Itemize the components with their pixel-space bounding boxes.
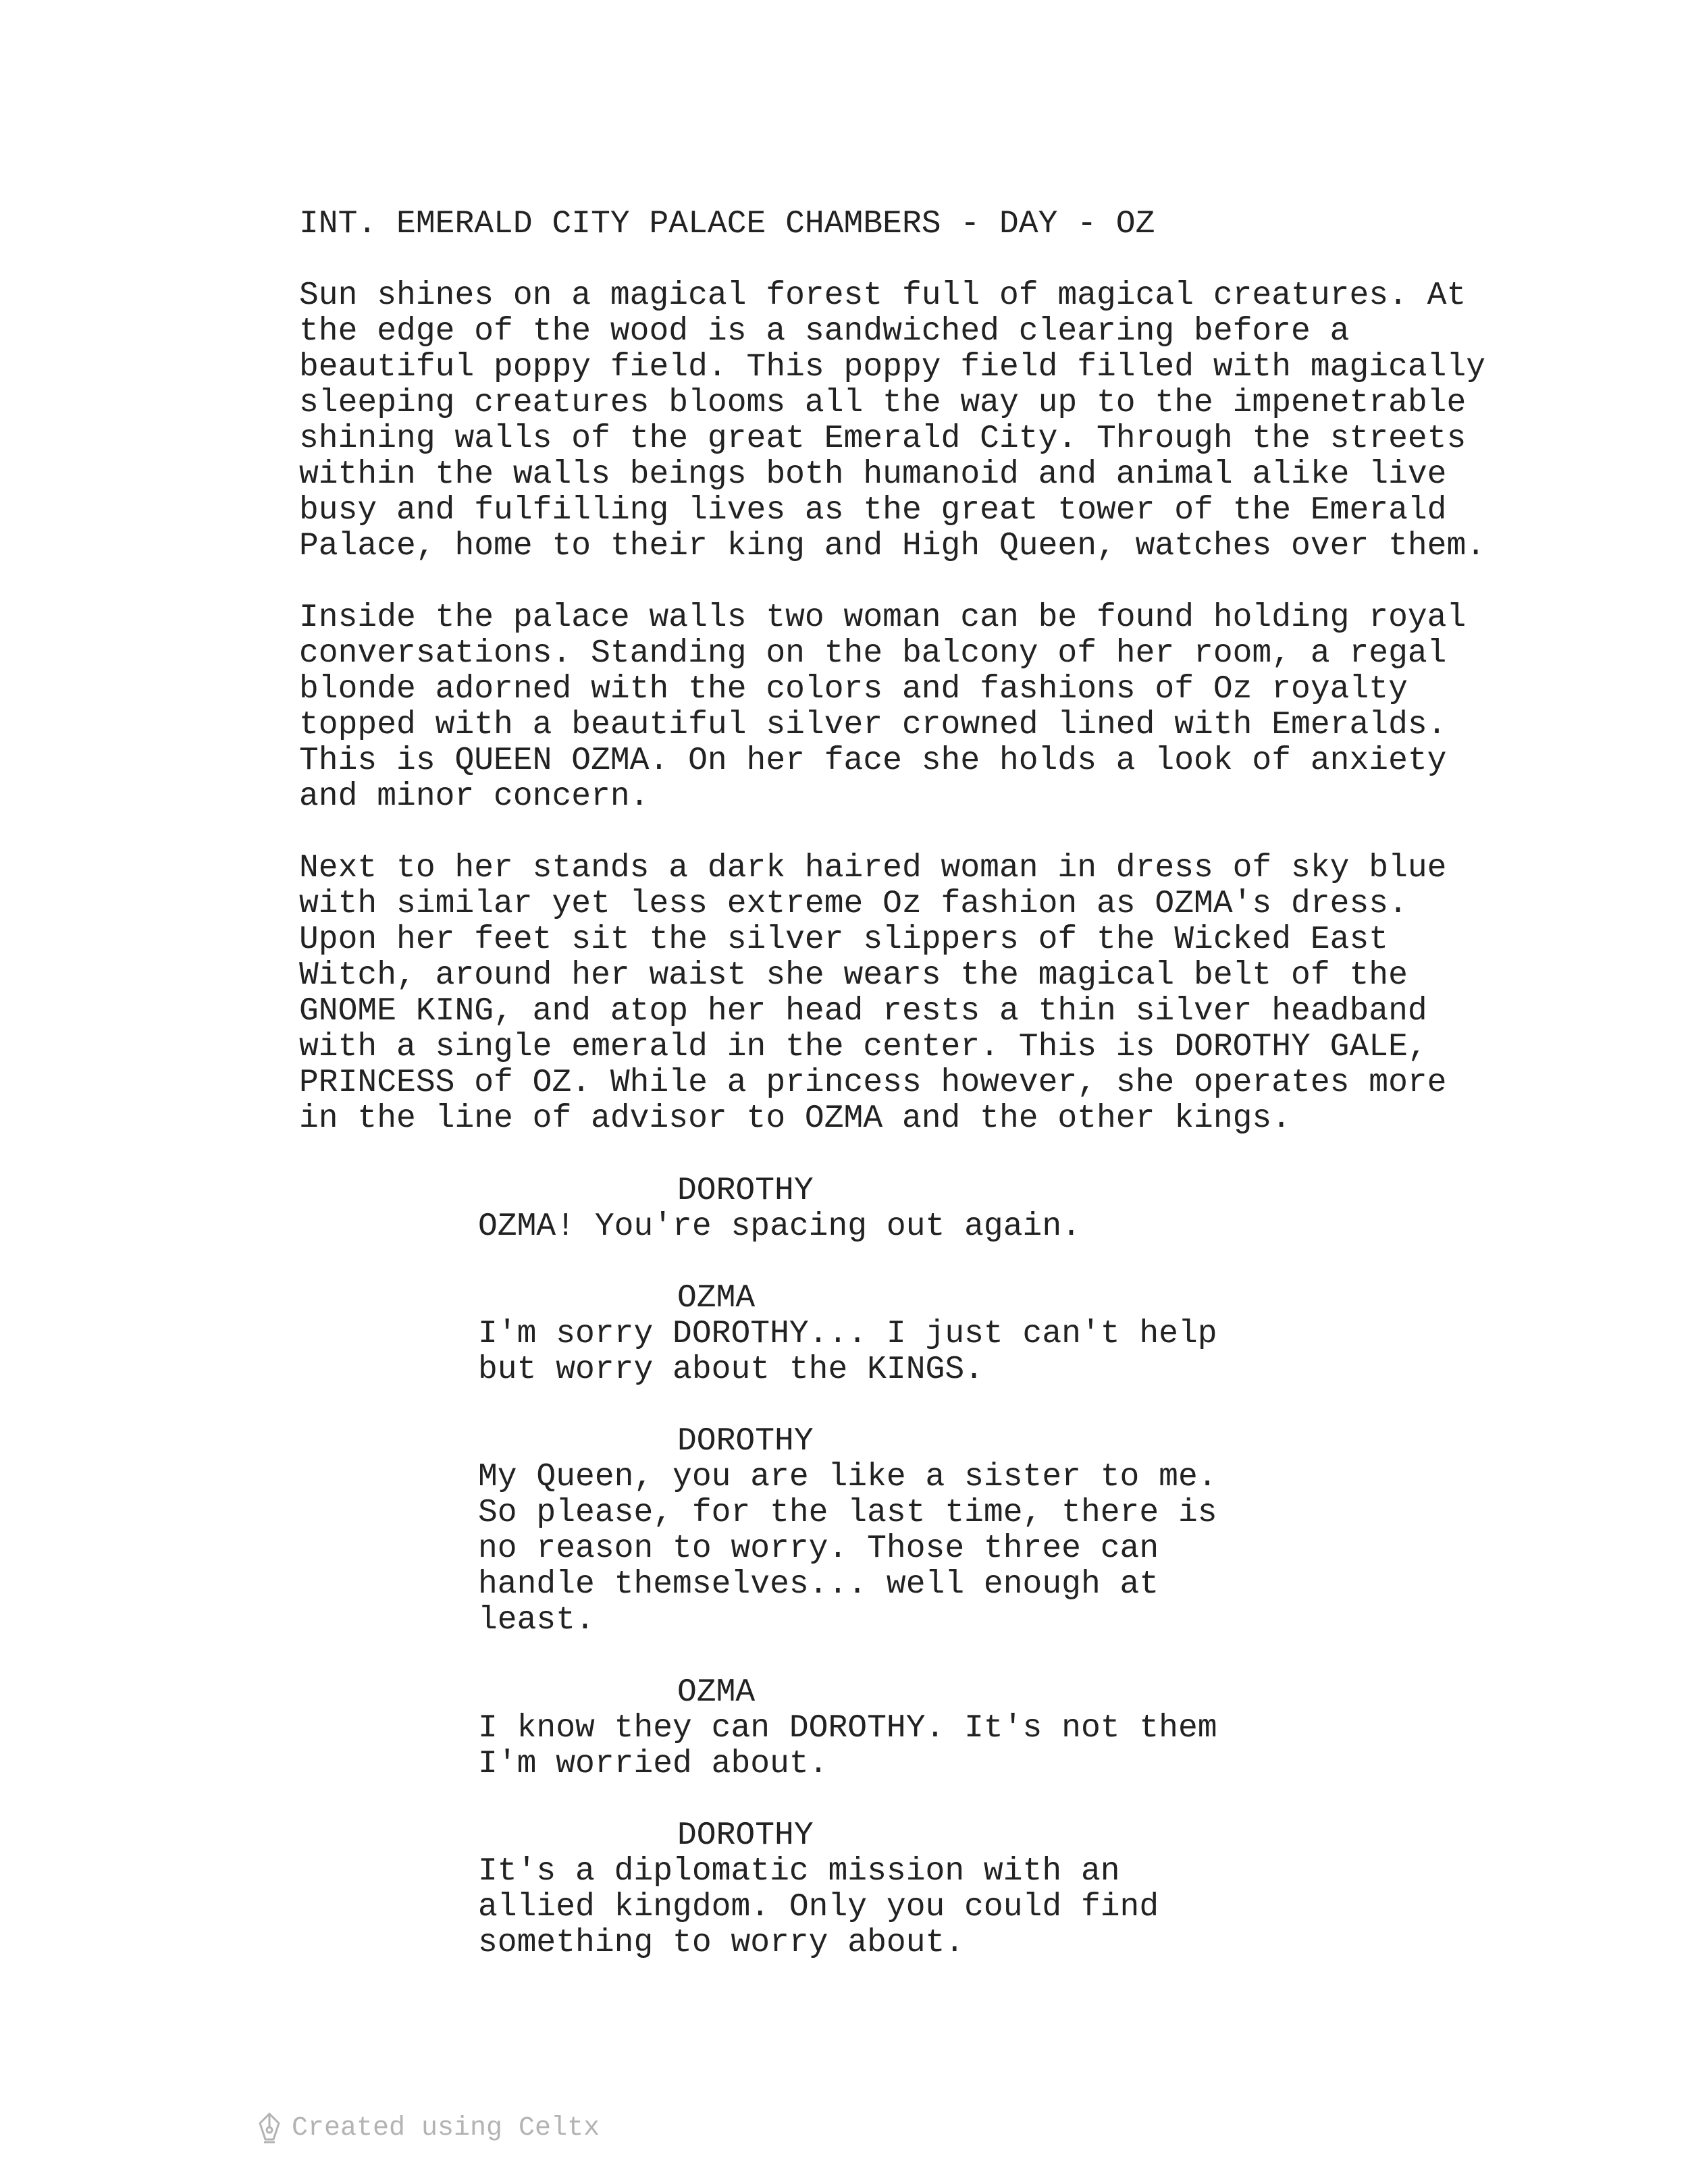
footer-text: Created using Celtx: [292, 2112, 600, 2143]
action-paragraph: Next to her stands a dark haired woman in dress of sky blue with similar yet less extreme Oz fashion as OZMA's dress. Upon her feet sit the silver slippers of the Wicked East Witch, around her waist she wears the magical belt of the GNOME KING, and atop her head rests a thin silver headband with a single emerald in the center. This is DOROTHY GALE, PRINCESS of OZ. While a princess however, she operates more in the line of advisor to OZMA and the other kings.: [299, 850, 1447, 1137]
dialogue-line: I'm sorry DOROTHY... I just can't help but worry about the KINGS.: [478, 1316, 1217, 1388]
character-name: OZMA: [677, 1280, 756, 1316]
dialogue-line: It's a diplomatic mission with an allied kingdom. Only you could find something to worry about.: [478, 1853, 1159, 1961]
dialogue-line: My Queen, you are like a sister to me. So please, for the last time, there is no reason to worry. Those three can handle themselves... well enough at least.: [478, 1459, 1217, 1639]
character-name: DOROTHY: [677, 1173, 814, 1209]
dialogue-line: I know they can DOROTHY. It's not them I'm worried about.: [478, 1710, 1217, 1782]
character-name: DOROTHY: [677, 1817, 814, 1854]
character-name: DOROTHY: [677, 1423, 814, 1460]
scene-heading: INT. EMERALD CITY PALACE CHAMBERS - DAY - OZ: [299, 206, 1155, 242]
action-paragraph: Sun shines on a magical forest full of magical creatures. At the edge of the wood is a sandwiched clearing before a beautiful poppy field. This poppy field filled with magically sleeping creatures blooms all the way up to the impenetrable shining walls of the great Emerald City. Through the streets within the walls beings both humanoid and animal alike live busy and fulfilling lives as the great tower of the Emerald Palace, home to their king and High Queen, watches over them.: [299, 277, 1486, 564]
celtx-footer: [257, 2112, 600, 2144]
action-paragraph: Inside the palace walls two woman can be found holding royal conversations. Standing on the balcony of her room, a regal blonde adorned with the colors and fashions of Oz royalty topped with a beautiful silver crowned lined with Emeralds. This is QUEEN OZMA. On her face she holds a look of anxiety and minor concern.: [299, 600, 1467, 815]
character-name: OZMA: [677, 1674, 756, 1711]
celtx-pen-icon: [257, 2112, 282, 2144]
dialogue-line: OZMA! You're spacing out again.: [478, 1208, 1081, 1245]
